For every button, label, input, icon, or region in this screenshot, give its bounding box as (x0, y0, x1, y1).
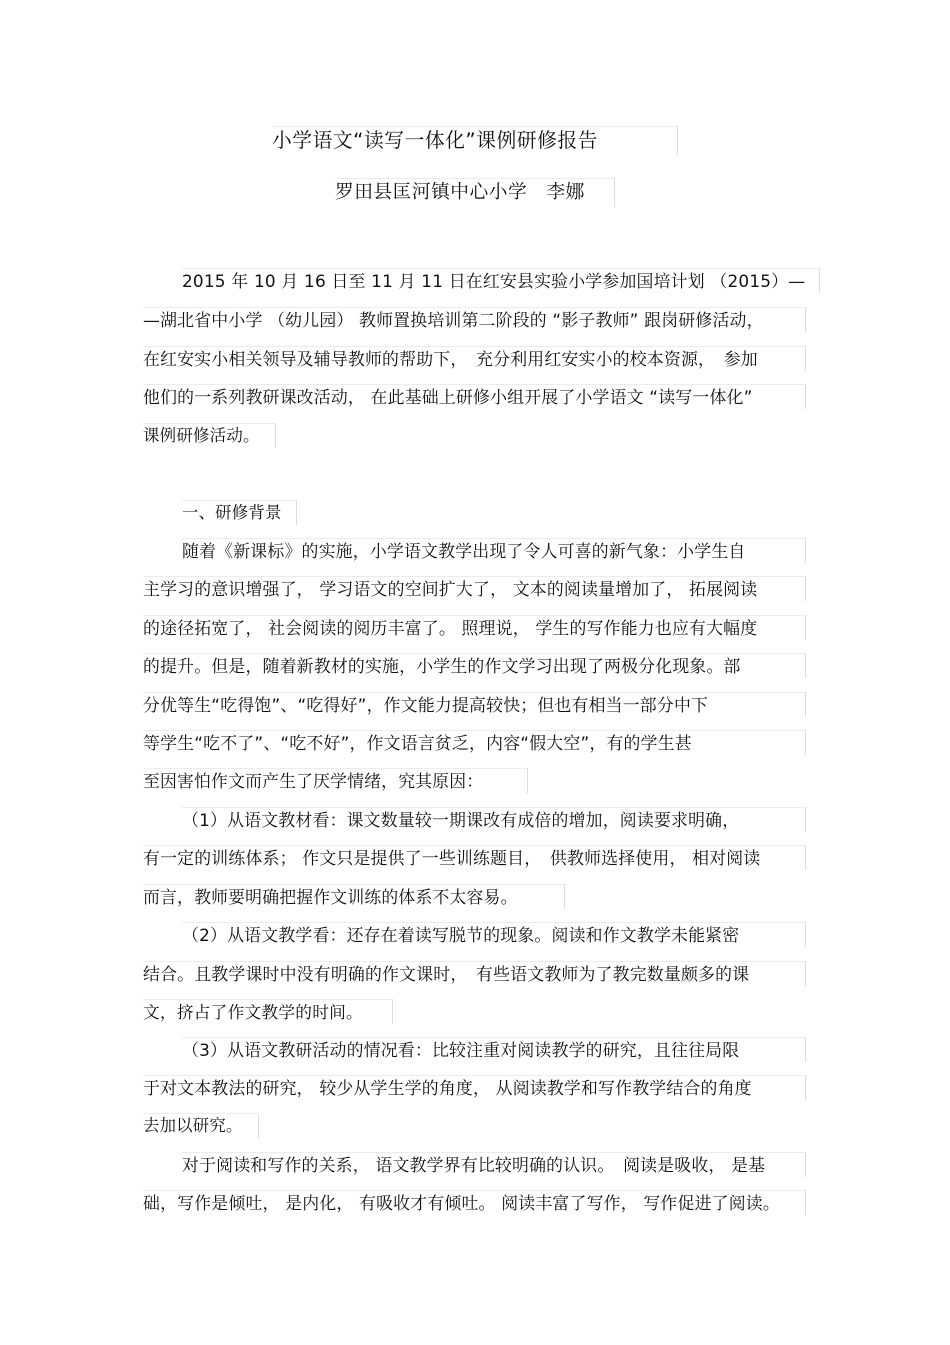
intro-line: —湖北省中小学 （幼儿园） 教师置换培训第二阶段的 “影子教师” 跟岗研修活动， (143, 307, 806, 332)
background-line: 的提升。但是，随着新教材的实施，小学生的作文学习出现了两极分化现象。部 (143, 653, 806, 678)
background-line: 分优等生“吃得饱”、“吃得好”，作文能力提高较快；但也有相当一部分中下 (143, 692, 806, 717)
section-heading: 一、研修背景 (182, 500, 297, 525)
relation-line: 础，写作是倾吐， 是内化， 有吸收才有倾吐。 阅读丰富了写作， 写作促进了阅读。 (143, 1190, 806, 1215)
background-line: 等学生“吃不了”、“吃不好”，作文语言贫乏，内容“假大空”，有的学生甚 (143, 730, 806, 755)
document-author: 罗田县匡河镇中心小学 李娜 (335, 178, 615, 207)
reason-line: （2）从语文教学看：还存在着读写脱节的现象。阅读和作文教学未能紧密 (182, 922, 806, 947)
reason-line: （3）从语文教研活动的情况看：比较注重对阅读教学的研究，且往往局限 (182, 1037, 806, 1062)
reason-line: 文，挤占了作文教学的时间。 (143, 999, 393, 1024)
intro-line: 他们的一系列教研课改活动， 在此基础上研修小组开展了小学语文 “读写一体化” (143, 384, 806, 409)
reason-line: 而言，教师要明确把握作文训练的体系不太容易。 (143, 884, 565, 909)
background-line: 随着《新课标》的实施，小学语文教学出现了令人可喜的新气象：小学生自 (182, 538, 806, 563)
intro-line: 在红安实小相关领导及辅导教师的帮助下， 充分利用红安实小的校本资源， 参加 (143, 346, 806, 371)
reason-line: （1）从语文教材看：课文数量较一期课改有成倍的增加，阅读要求明确， (182, 807, 806, 832)
intro-line: 2015 年 10 月 16 日至 11 月 11 日在红安县实验小学参加国培计划 （2015）— (182, 268, 820, 293)
background-line: 主学习的意识增强了， 学习语文的空间扩大了， 文本的阅读量增加了， 拓展阅读 (143, 576, 806, 601)
reason-line: 于对文本教法的研究， 较少从学生学的角度， 从阅读教学和写作教学结合的角度 (143, 1075, 806, 1100)
intro-line: 课例研修活动。 (143, 423, 276, 448)
background-line: 的途径拓宽了， 社会阅读的阅历丰富了。 照理说， 学生的写作能力也应有大幅度 (143, 615, 806, 640)
reason-line: 去加以研究。 (143, 1113, 259, 1138)
reason-line: 结合。且教学课时中没有明确的作文课时， 有些语文教师为了教完数量颇多的课 (143, 961, 806, 986)
relation-line: 对于阅读和写作的关系， 语文教学界有比较明确的认识。 阅读是吸收， 是基 (182, 1152, 806, 1177)
background-line: 至因害怕作文而产生了厌学情绪，究其原因： (143, 768, 528, 793)
document-title: 小学语文“读写一体化”课例研修报告 (272, 126, 678, 155)
reason-line: 有一定的训练体系； 作文只是提供了一些训练题目， 供教师选择使用， 相对阅读 (143, 845, 806, 870)
